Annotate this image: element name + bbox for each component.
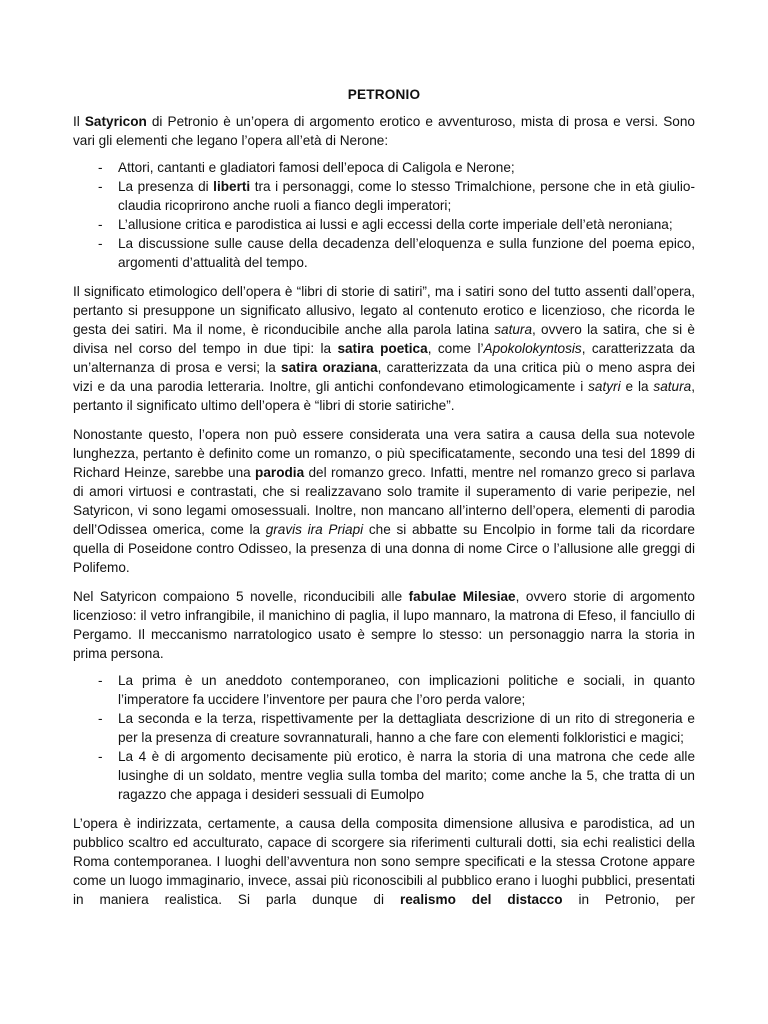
nero-elements-list	[73, 158, 695, 272]
list-item: - Attori, cantanti e gladiatori famosi dell’epoca di Caligola e Nerone;	[98, 160, 515, 175]
intro-paragraph: Il Satyricon di Petronio è un’opera di argomento erotico e avventuroso, mista di prosa e versi. Sono vari gli elementi che legano l’opera all’età di Nerone:	[73, 114, 695, 148]
novelle-list	[73, 671, 695, 804]
term-satyricon: Satyricon	[84, 114, 147, 129]
term-satira-poetica: satira poetica	[337, 341, 428, 356]
term-parodia: parodia	[255, 465, 305, 480]
list-item: - La 4 è di argomento decisamente più erotico, è narra la storia di una matrona che cede alle lusinghe di un soldato, mentre veglia sulla tomba del marito; come anche la 5, che tratta di un ragazzo che appaga i desideri sessuali di Eumolpo	[98, 749, 695, 802]
list-item: - La prima è un aneddoto contemporaneo, con implicazioni politiche e sociali, in quanto l’imperatore fa uccidere l’inventore per paura che l’oro perda valore;	[98, 673, 695, 707]
term-realismo-del-distacco: realismo del distacco	[399, 892, 563, 907]
parody-paragraph: Nonostante questo, l’opera non può essere considerata una vera satira a causa della sua notevole lunghezza, pertanto è definito come un romanzo, o più specificatamente, secondo una tesi del 1899 di Richard Heinze, sarebbe una parodia del romanzo greco. Infatti, mentre nel romanzo greco si parlava di amori virtuosi e contrastati, che si realizzavano solo tramite il superamento di varie peripezie, nel Satyricon, vi sono legami omosessuali. Inoltre, non mancano all’interno dell’opera, elementi di parodia dell’Odissea omerica, come la gravis ira Priapi che si abbatte su Encolpio in forme tali da ricordare quella di Poseidone contro Odisseo, la presenza di una donna di nome Circe o l’allusione alle greggi di Polifemo.	[73, 427, 695, 575]
novelle-paragraph: Nel Satyricon compaiono 5 novelle, riconducibili alle fabulae Milesiae, ovvero storie di argomento licenzioso: il vetro infrangibile, il manichino di paglia, il lupo mannaro, la matrona di Efeso, il fanciullo di Pergamo. Il meccanismo narratologico usato è sempre lo stesso: un personaggio narra la storia in prima persona.	[73, 589, 695, 661]
list-item: - La discussione sulle cause della decadenza dell’eloquenza e sulla funzione del poema epico, argomenti d’attualità del tempo.	[98, 236, 695, 270]
list-item: - L’allusione critica e parodistica ai lussi e agli eccessi della corte imperiale dell’età neroniana;	[98, 217, 673, 232]
page-title: PETRONIO	[347, 87, 421, 102]
document-page	[73, 85, 695, 919]
list-item: - La seconda e la terza, rispettivamente per la dettagliata descrizione di un rito di stregoneria e per la presenza di creature sovrannaturali, hanno a che fare con elementi folkloristici e magici;	[98, 711, 695, 745]
term-satira-oraziana: satira oraziana	[281, 360, 378, 375]
etymology-paragraph: Il significato etimologico dell’opera è “libri di storie di satiri”, ma i satiri sono del tutto assenti dall’opera, pertanto si presuppone un significato allusivo, legato al contenuto erotico e licenzioso, che ricorda le gesta dei satiri. Ma il nome, è riconducibile anche alla parola latina satura, ovvero la satira, che si è divisa nel corso del tempo in due tipi: la satira poetica, come l’Apokolokyntosis, caratterizzata da un’alternanza di prosa e versi; la satira oraziana, caratterizzata da una critica più o meno aspra dei vizi e da una parodia letteraria. Inoltre, gli antichi confondevano etimologicamente i satyri e la satura, pertanto il significato ultimo dell’opera è “libri di storie satiriche”.	[73, 284, 695, 413]
term-liberti: liberti	[213, 179, 251, 194]
list-item: - La presenza di liberti tra i personaggi, come lo stesso Trimalchione, persone che in età giulio-claudia ricoprirono anche ruoli a fianco degli imperatori;	[98, 179, 696, 213]
audience-paragraph: L’opera è indirizzata, certamente, a causa della composita dimensione allusiva e parodistica, ad un pubblico scaltro ed acculturato, capace di scorgere sia riferimenti culturali dotti, sia echi realistici della Roma contemporanea. I luoghi dell’avventura non sono sempre specificati e la stessa Crotone appare come un luogo immaginario, invece, assai più riconoscibili al pubblico erano i luoghi pubblici, presentati in maniera realistica. Si parla dunque di realismo del distacco in Petronio, per	[73, 816, 696, 907]
term-fabulae-milesiae: fabulae Milesiae	[408, 589, 516, 604]
